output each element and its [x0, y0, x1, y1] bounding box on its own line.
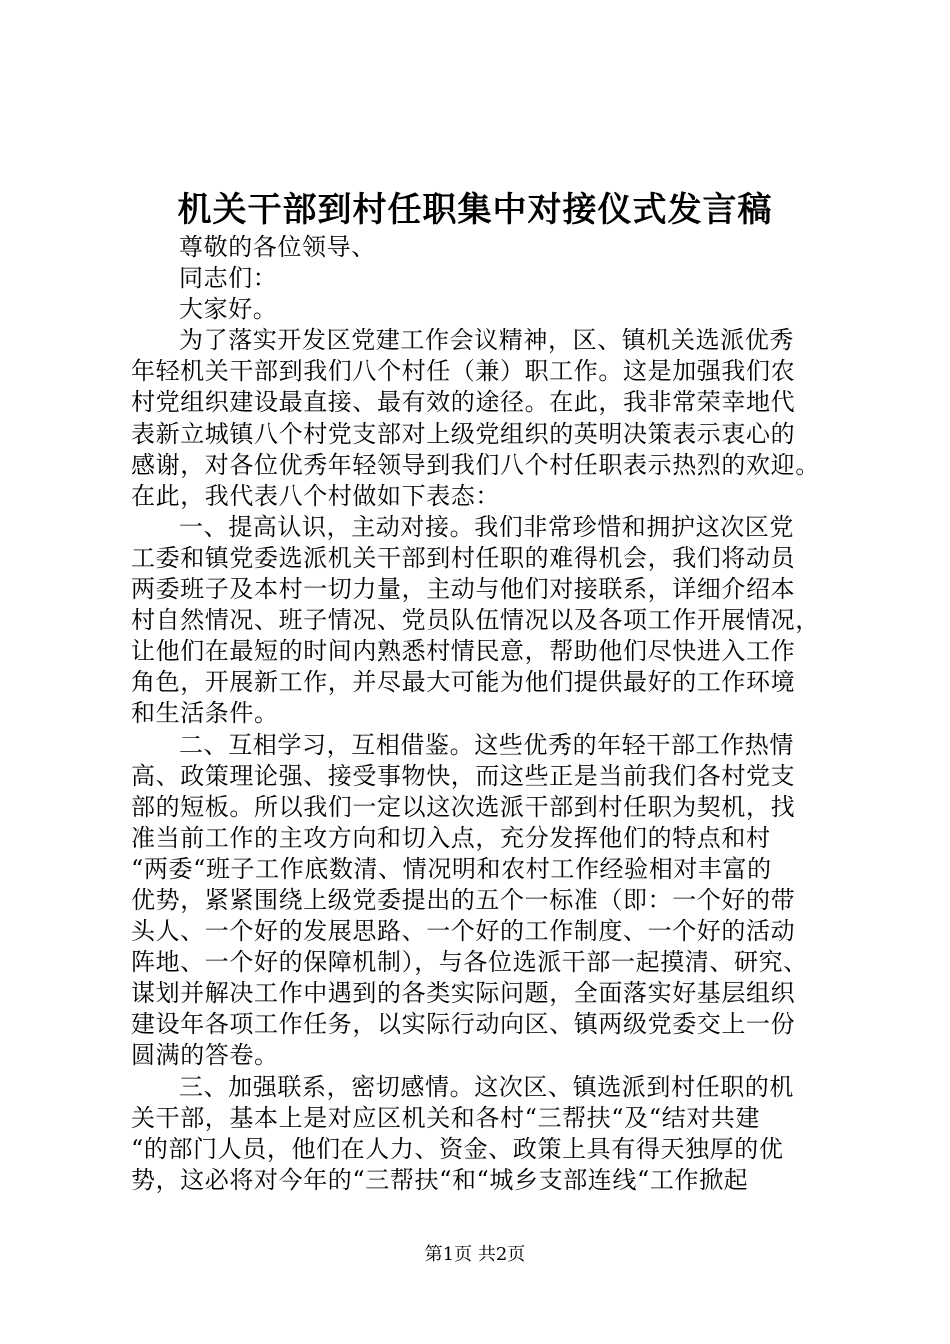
text-line: 角色，开展新工作，并尽最大可能为他们提供最好的工作环境 [131, 668, 796, 697]
text-line: 尊敬的各位领导、 [179, 233, 376, 261]
text-line: 和生活条件。 [131, 699, 279, 728]
document-title: 机关干部到村任职集中对接仪式发言稿 [177, 190, 773, 230]
text-line: 在此，我代表八个村做如下表态： [131, 481, 500, 510]
text-line: 让他们在最短的时间内熟悉村情民意，帮助他们尽快进入工作 [131, 637, 796, 666]
text-line: 一、提高认识，主动对接。我们非常珍惜和拥护这次区党 [179, 512, 794, 541]
text-line: 阵地、一个好的保障机制），与各位选派干部一起摸清、研究、 [131, 948, 808, 977]
text-line: 村自然情况、班子情况、党员队伍情况以及各项工作开展情况， [131, 606, 820, 635]
text-line: 感谢，对各位优秀年轻领导到我们八个村任职表示热烈的欢迎。 [131, 450, 820, 479]
text-line: 部的短板。所以我们一定以这次选派干部到村任职为契机，找 [131, 792, 796, 821]
text-line: 二、互相学习，互相借鉴。这些优秀的年轻干部工作热情 [179, 730, 794, 759]
text-line: 两委班子及本村一切力量，主动与他们对接联系，详细介绍本 [131, 575, 796, 604]
text-line: 村党组织建设最直接、最有效的途径。在此，我非常荣幸地代 [131, 388, 796, 417]
text-line: 工委和镇党委选派机关干部到村任职的难得机会，我们将动员 [131, 543, 796, 572]
text-line: “的部门人员，他们在人力、资金、政策上具有得天独厚的优 [131, 1134, 784, 1163]
text-line: 建设年各项工作任务，以实际行动向区、镇两级党委交上一份 [131, 1010, 796, 1039]
text-line: 为了落实开发区党建工作会议精神，区、镇机关选派优秀 [179, 326, 794, 355]
text-line: 表新立城镇八个村党支部对上级党组织的英明决策表示衷心的 [131, 419, 796, 448]
text-line: 头人、一个好的发展思路、一个好的工作制度、一个好的活动 [131, 917, 796, 946]
text-line: 关干部，基本上是对应区机关和各村“三帮扶“及“结对共建 [131, 1103, 761, 1132]
text-line: 准当前工作的主攻方向和切入点，充分发挥他们的特点和村 [131, 823, 771, 852]
text-line: 同志们： [179, 264, 278, 293]
text-line: 谋划并解决工作中遇到的各类实际问题，全面落实好基层组织 [131, 979, 796, 1008]
text-line: 高、政策理论强、接受事物快，而这些正是当前我们各村党支 [131, 761, 796, 790]
text-line: 优势，紧紧围绕上级党委提出的五个一标准（即：一个好的带 [131, 885, 796, 914]
text-line: “两委“班子工作底数清、情况明和农村工作经验相对丰富的 [131, 854, 772, 883]
text-line: 年轻机关干部到我们八个村任（兼）职工作。这是加强我们农 [131, 357, 796, 386]
text-line: 三、加强联系，密切感情。这次区、镇选派到村任职的机 [179, 1072, 794, 1101]
text-line: 势，这必将对今年的“三帮扶“和“城乡支部连线“工作掀起 [131, 1165, 749, 1194]
page-footer: 第1页 共2页 [424, 1244, 526, 1265]
text-line: 大家好。 [179, 295, 278, 324]
document-body [131, 232, 831, 1196]
text-line: 圆满的答卷。 [131, 1041, 279, 1070]
